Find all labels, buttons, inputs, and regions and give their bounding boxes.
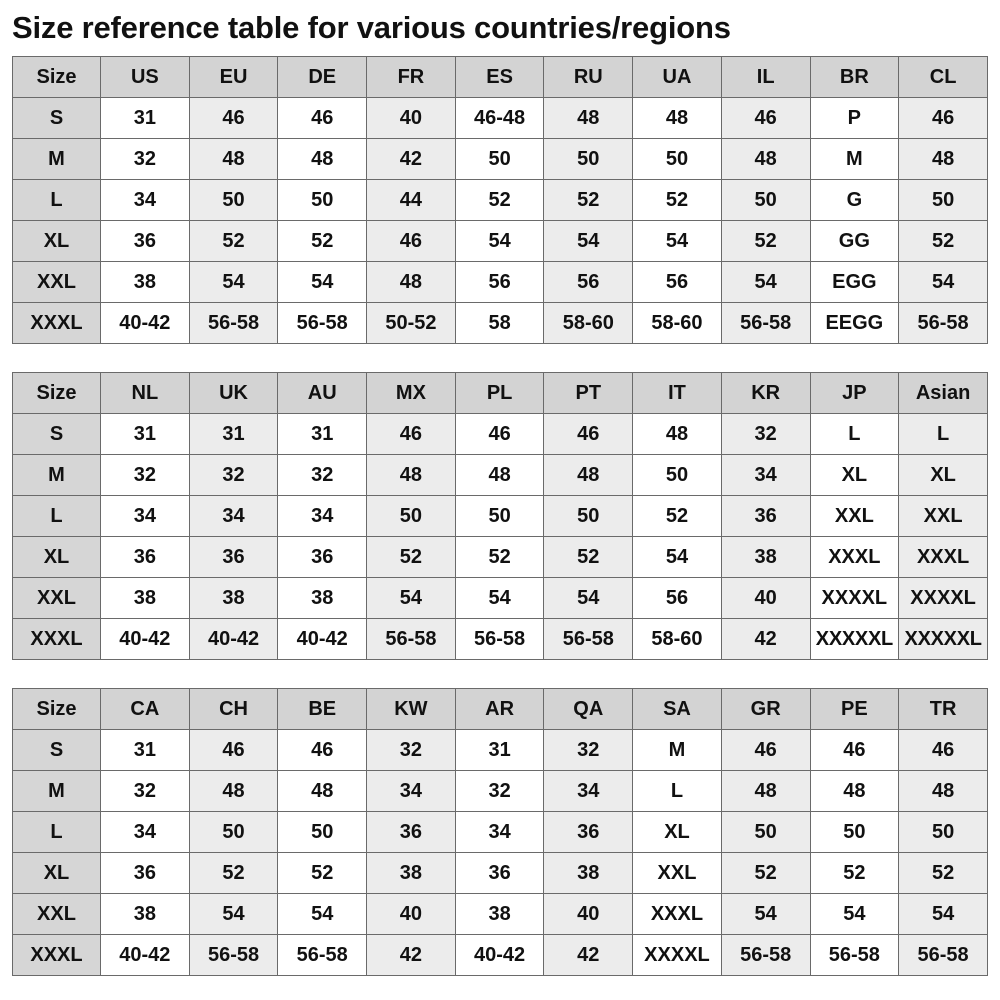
- size-value-cell: 38: [367, 853, 456, 894]
- country-column-header: TR: [899, 689, 988, 730]
- size-value-cell: 50: [810, 812, 899, 853]
- size-value-cell: 50: [189, 180, 278, 221]
- size-value-cell: EEGG: [810, 303, 899, 344]
- size-value-cell: P: [810, 98, 899, 139]
- size-value-cell: 54: [278, 262, 367, 303]
- size-value-cell: 36: [278, 537, 367, 578]
- size-value-cell: 31: [101, 730, 190, 771]
- size-value-cell: 36: [101, 853, 190, 894]
- size-value-cell: 34: [721, 455, 810, 496]
- table-row: [13, 812, 988, 853]
- size-value-cell: L: [633, 771, 722, 812]
- size-value-cell: 42: [367, 935, 456, 976]
- table-header-row: [13, 373, 988, 414]
- size-value-cell: 31: [278, 414, 367, 455]
- size-value-cell: 36: [367, 812, 456, 853]
- size-label-cell: S: [13, 98, 101, 139]
- size-value-cell: 46: [189, 98, 278, 139]
- size-value-cell: 50: [189, 812, 278, 853]
- country-column-header: UA: [633, 57, 722, 98]
- size-value-cell: 40-42: [189, 619, 278, 660]
- size-value-cell: 52: [544, 537, 633, 578]
- size-value-cell: 54: [633, 221, 722, 262]
- size-value-cell: 46: [278, 730, 367, 771]
- table-row: [13, 221, 988, 262]
- size-value-cell: 48: [455, 455, 544, 496]
- size-value-cell: 34: [101, 812, 190, 853]
- size-value-cell: 56-58: [455, 619, 544, 660]
- size-value-cell: 56: [633, 262, 722, 303]
- size-value-cell: 32: [721, 414, 810, 455]
- country-column-header: EU: [189, 57, 278, 98]
- size-label-cell: L: [13, 496, 101, 537]
- size-value-cell: 32: [367, 730, 456, 771]
- size-value-cell: 46: [278, 98, 367, 139]
- size-value-cell: 36: [101, 221, 190, 262]
- size-value-cell: 34: [455, 812, 544, 853]
- size-value-cell: 50: [544, 139, 633, 180]
- table-row: [13, 414, 988, 455]
- size-value-cell: 31: [455, 730, 544, 771]
- country-column-header: PT: [544, 373, 633, 414]
- size-value-cell: 50: [899, 180, 988, 221]
- size-value-cell: 46: [544, 414, 633, 455]
- size-value-cell: 50: [633, 139, 722, 180]
- size-value-cell: 56-58: [899, 935, 988, 976]
- size-value-cell: 48: [189, 139, 278, 180]
- size-value-cell: 50-52: [367, 303, 456, 344]
- size-label-cell: L: [13, 812, 101, 853]
- size-value-cell: 52: [189, 853, 278, 894]
- size-label-cell: XL: [13, 853, 101, 894]
- size-value-cell: 31: [101, 98, 190, 139]
- size-value-cell: 38: [101, 262, 190, 303]
- size-value-cell: 58: [455, 303, 544, 344]
- table-row: [13, 496, 988, 537]
- size-column-header: Size: [13, 373, 101, 414]
- country-column-header: BR: [810, 57, 899, 98]
- size-value-cell: 40-42: [101, 619, 190, 660]
- size-value-cell: 46: [810, 730, 899, 771]
- table-row: [13, 537, 988, 578]
- size-value-cell: 56-58: [367, 619, 456, 660]
- size-value-cell: XL: [899, 455, 988, 496]
- size-value-cell: 56: [544, 262, 633, 303]
- size-value-cell: 40-42: [101, 303, 190, 344]
- size-value-cell: 54: [189, 262, 278, 303]
- country-column-header: BE: [278, 689, 367, 730]
- size-value-cell: 58-60: [544, 303, 633, 344]
- size-value-cell: 42: [721, 619, 810, 660]
- country-column-header: FR: [367, 57, 456, 98]
- size-value-cell: 38: [544, 853, 633, 894]
- size-value-cell: 54: [544, 578, 633, 619]
- size-label-cell: S: [13, 730, 101, 771]
- size-value-cell: 52: [455, 537, 544, 578]
- size-value-cell: EGG: [810, 262, 899, 303]
- size-value-cell: XL: [633, 812, 722, 853]
- size-value-cell: L: [899, 414, 988, 455]
- size-value-cell: 34: [278, 496, 367, 537]
- size-value-cell: 32: [101, 139, 190, 180]
- table-row: [13, 771, 988, 812]
- country-column-header: AR: [455, 689, 544, 730]
- size-value-cell: 52: [278, 853, 367, 894]
- page-title: Size reference table for various countries/regions: [12, 10, 731, 45]
- size-value-cell: 52: [544, 180, 633, 221]
- size-value-cell: 50: [455, 496, 544, 537]
- size-value-cell: XXXL: [633, 894, 722, 935]
- size-value-cell: 40-42: [278, 619, 367, 660]
- size-value-cell: 38: [101, 894, 190, 935]
- size-value-cell: 46: [189, 730, 278, 771]
- table-row: [13, 98, 988, 139]
- size-value-cell: 54: [189, 894, 278, 935]
- table-row: [13, 262, 988, 303]
- size-value-cell: 46-48: [455, 98, 544, 139]
- size-value-cell: 40: [367, 894, 456, 935]
- size-value-cell: 50: [721, 180, 810, 221]
- size-value-cell: XXL: [633, 853, 722, 894]
- size-value-cell: 32: [455, 771, 544, 812]
- size-value-cell: 32: [101, 455, 190, 496]
- size-value-cell: 48: [633, 98, 722, 139]
- country-column-header: AU: [278, 373, 367, 414]
- size-value-cell: XXXL: [899, 537, 988, 578]
- size-value-cell: 36: [189, 537, 278, 578]
- country-column-header: UK: [189, 373, 278, 414]
- size-value-cell: 56-58: [189, 935, 278, 976]
- size-value-cell: 48: [367, 455, 456, 496]
- size-label-cell: XXXL: [13, 935, 101, 976]
- size-value-cell: 48: [544, 98, 633, 139]
- size-value-cell: 48: [367, 262, 456, 303]
- size-value-cell: 40-42: [455, 935, 544, 976]
- country-column-header: PL: [455, 373, 544, 414]
- size-value-cell: 52: [721, 853, 810, 894]
- size-value-cell: 52: [899, 853, 988, 894]
- size-value-cell: 52: [633, 496, 722, 537]
- size-column-header: Size: [13, 57, 101, 98]
- size-value-cell: XXXXL: [633, 935, 722, 976]
- size-value-cell: 54: [633, 537, 722, 578]
- size-value-cell: 32: [189, 455, 278, 496]
- size-value-cell: 50: [278, 812, 367, 853]
- table-row: [13, 935, 988, 976]
- size-value-cell: 36: [101, 537, 190, 578]
- size-value-cell: XXXXXL: [899, 619, 988, 660]
- size-value-cell: 48: [899, 139, 988, 180]
- size-value-cell: 48: [721, 771, 810, 812]
- table-row: [13, 303, 988, 344]
- size-value-cell: 46: [899, 730, 988, 771]
- size-value-cell: 50: [633, 455, 722, 496]
- size-value-cell: 54: [899, 262, 988, 303]
- country-column-header: Asian: [899, 373, 988, 414]
- size-value-cell: 56-58: [189, 303, 278, 344]
- size-value-cell: 31: [189, 414, 278, 455]
- size-value-cell: 54: [455, 221, 544, 262]
- size-value-cell: 54: [278, 894, 367, 935]
- size-value-cell: 40: [367, 98, 456, 139]
- country-column-header: NL: [101, 373, 190, 414]
- country-column-header: IL: [721, 57, 810, 98]
- size-value-cell: 34: [544, 771, 633, 812]
- country-column-header: ES: [455, 57, 544, 98]
- size-value-cell: 52: [367, 537, 456, 578]
- country-column-header: KR: [721, 373, 810, 414]
- size-value-cell: 48: [810, 771, 899, 812]
- size-value-cell: 48: [278, 771, 367, 812]
- size-label-cell: XXL: [13, 894, 101, 935]
- size-label-cell: XXL: [13, 578, 101, 619]
- size-column-header: Size: [13, 689, 101, 730]
- table-row: [13, 455, 988, 496]
- size-value-cell: 58-60: [633, 303, 722, 344]
- size-value-cell: 38: [278, 578, 367, 619]
- size-value-cell: 56: [633, 578, 722, 619]
- size-value-cell: 32: [101, 771, 190, 812]
- size-value-cell: 50: [544, 496, 633, 537]
- size-value-cell: 50: [367, 496, 456, 537]
- size-value-cell: 38: [455, 894, 544, 935]
- table-row: [13, 853, 988, 894]
- size-value-cell: 38: [101, 578, 190, 619]
- size-value-cell: 52: [633, 180, 722, 221]
- size-label-cell: XXXL: [13, 303, 101, 344]
- size-label-cell: XL: [13, 221, 101, 262]
- size-value-cell: 34: [101, 180, 190, 221]
- size-value-cell: 50: [278, 180, 367, 221]
- country-column-header: SA: [633, 689, 722, 730]
- table-row: [13, 619, 988, 660]
- size-value-cell: 31: [101, 414, 190, 455]
- size-label-cell: M: [13, 455, 101, 496]
- size-value-cell: M: [633, 730, 722, 771]
- country-column-header: CH: [189, 689, 278, 730]
- size-value-cell: 46: [721, 730, 810, 771]
- size-value-cell: 48: [633, 414, 722, 455]
- size-label-cell: XXXL: [13, 619, 101, 660]
- size-value-cell: 32: [544, 730, 633, 771]
- size-value-cell: 48: [189, 771, 278, 812]
- size-value-cell: 40: [721, 578, 810, 619]
- size-value-cell: 56-58: [544, 619, 633, 660]
- country-column-header: US: [101, 57, 190, 98]
- size-value-cell: XXL: [899, 496, 988, 537]
- size-value-cell: 52: [810, 853, 899, 894]
- size-value-cell: 56-58: [721, 303, 810, 344]
- size-value-cell: 48: [278, 139, 367, 180]
- size-value-cell: XXXL: [810, 537, 899, 578]
- size-value-cell: XXL: [810, 496, 899, 537]
- size-label-cell: XL: [13, 537, 101, 578]
- size-value-cell: 46: [899, 98, 988, 139]
- size-value-cell: 54: [544, 221, 633, 262]
- country-column-header: PE: [810, 689, 899, 730]
- size-label-cell: L: [13, 180, 101, 221]
- size-value-cell: 52: [278, 221, 367, 262]
- size-value-cell: 54: [721, 262, 810, 303]
- country-column-header: IT: [633, 373, 722, 414]
- table-header-row: [13, 689, 988, 730]
- country-column-header: JP: [810, 373, 899, 414]
- size-label-cell: M: [13, 771, 101, 812]
- size-value-cell: 52: [455, 180, 544, 221]
- size-label-cell: XXL: [13, 262, 101, 303]
- size-value-cell: 54: [721, 894, 810, 935]
- size-value-cell: 46: [367, 221, 456, 262]
- size-value-cell: 56-58: [721, 935, 810, 976]
- size-value-cell: 50: [455, 139, 544, 180]
- size-value-cell: 58-60: [633, 619, 722, 660]
- size-value-cell: 36: [544, 812, 633, 853]
- size-value-cell: 56-58: [278, 303, 367, 344]
- size-value-cell: 46: [455, 414, 544, 455]
- size-value-cell: 34: [101, 496, 190, 537]
- size-value-cell: 46: [367, 414, 456, 455]
- table-row: [13, 578, 988, 619]
- size-value-cell: 54: [899, 894, 988, 935]
- size-value-cell: 42: [367, 139, 456, 180]
- size-value-cell: 40-42: [101, 935, 190, 976]
- size-value-cell: 56-58: [810, 935, 899, 976]
- size-value-cell: 34: [189, 496, 278, 537]
- size-value-cell: 48: [721, 139, 810, 180]
- country-column-header: DE: [278, 57, 367, 98]
- size-value-cell: 52: [899, 221, 988, 262]
- size-value-cell: XXXXXL: [810, 619, 899, 660]
- size-value-cell: 56: [455, 262, 544, 303]
- country-column-header: CA: [101, 689, 190, 730]
- country-column-header: KW: [367, 689, 456, 730]
- size-label-cell: M: [13, 139, 101, 180]
- size-value-cell: XL: [810, 455, 899, 496]
- size-value-cell: 42: [544, 935, 633, 976]
- size-value-cell: G: [810, 180, 899, 221]
- size-table-2: [12, 372, 988, 660]
- size-value-cell: XXXXL: [810, 578, 899, 619]
- country-column-header: GR: [721, 689, 810, 730]
- size-value-cell: 36: [721, 496, 810, 537]
- size-value-cell: 48: [899, 771, 988, 812]
- size-value-cell: 38: [189, 578, 278, 619]
- size-value-cell: 52: [189, 221, 278, 262]
- size-value-cell: 52: [721, 221, 810, 262]
- country-column-header: MX: [367, 373, 456, 414]
- size-value-cell: 56-58: [278, 935, 367, 976]
- size-table-3: [12, 688, 988, 976]
- size-value-cell: M: [810, 139, 899, 180]
- size-value-cell: 54: [367, 578, 456, 619]
- size-value-cell: 40: [544, 894, 633, 935]
- country-column-header: QA: [544, 689, 633, 730]
- table-row: [13, 180, 988, 221]
- table-row: [13, 894, 988, 935]
- size-value-cell: L: [810, 414, 899, 455]
- size-value-cell: 34: [367, 771, 456, 812]
- table-header-row: [13, 57, 988, 98]
- size-value-cell: XXXXL: [899, 578, 988, 619]
- size-value-cell: 36: [455, 853, 544, 894]
- size-value-cell: 56-58: [899, 303, 988, 344]
- size-value-cell: 32: [278, 455, 367, 496]
- size-value-cell: 46: [721, 98, 810, 139]
- size-value-cell: 50: [899, 812, 988, 853]
- size-value-cell: 48: [544, 455, 633, 496]
- table-row: [13, 139, 988, 180]
- size-value-cell: 54: [810, 894, 899, 935]
- size-value-cell: 54: [455, 578, 544, 619]
- size-table-1: [12, 56, 988, 344]
- size-value-cell: 38: [721, 537, 810, 578]
- size-value-cell: GG: [810, 221, 899, 262]
- size-value-cell: 44: [367, 180, 456, 221]
- country-column-header: CL: [899, 57, 988, 98]
- size-label-cell: S: [13, 414, 101, 455]
- table-row: [13, 730, 988, 771]
- country-column-header: RU: [544, 57, 633, 98]
- size-value-cell: 50: [721, 812, 810, 853]
